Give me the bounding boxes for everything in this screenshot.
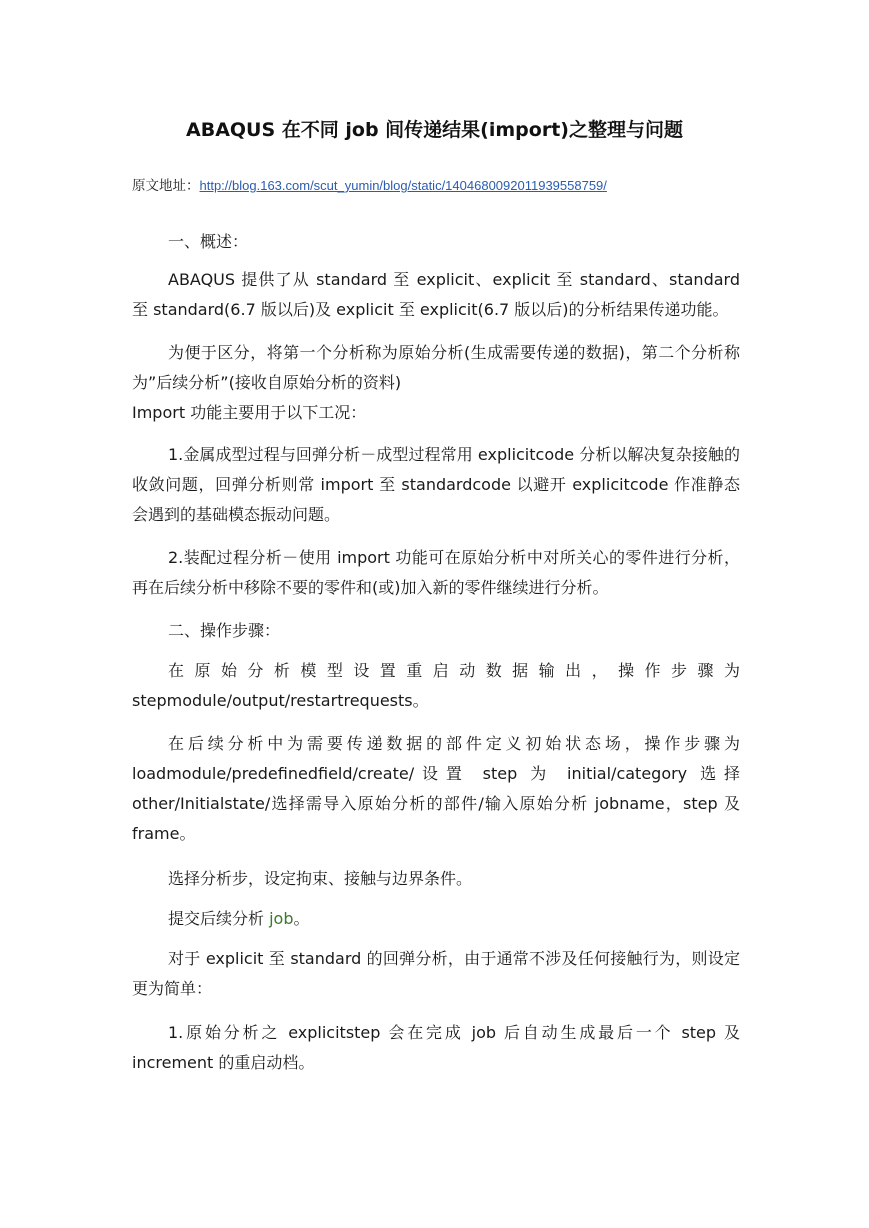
paragraph-5: 2.装配过程分析－使用 import 功能可在原始分析中对所关心的零件进行分析，再在后续分析中移除不要的零件和(或)加入新的零件继续进行分析。 (132, 548, 740, 597)
paragraph-9-prefix: 提交后续分析 (168, 909, 270, 928)
steps-heading: 二、操作步骤： (168, 621, 281, 640)
paragraph-1: ABAQUS 提供了从 standard 至 explicit、explicit 至 standard、standard 至 standard(6.7 版以后)及 explicit 至 explicit(6.7 版以后)的分析结果传递功能。 (132, 270, 740, 319)
paragraph-4: 1.金属成型过程与回弹分析－成型过程常用 explicitcode 分析以解决复杂接触的收敛问题，回弹分析则常 import 至 standardcode 以避开 explicitcode 作准静态会遇到的基础模态振动问题。 (132, 445, 740, 524)
source-link[interactable]: http://blog.163.com/scut_yumin/blog/static/140468009201193955​8759/ (199, 178, 607, 193)
paragraph-6: 在原始分析模型设置重启动数据输出，操作步骤为 stepmodule/output/restartrequests。 (132, 661, 740, 710)
paragraph-8: 选择分析步，设定拘束、接触与边界条件。 (168, 869, 473, 888)
paragraph-3: Import 功能主要用于以下工况： (132, 403, 367, 422)
document-title: ABAQUS 在不同 job 间传递结果(import)之整理与问题 (186, 119, 683, 141)
paragraph-9-job: job (269, 909, 294, 928)
source-label: 原文地址： (132, 178, 200, 194)
overview-heading: 一、概述： (168, 232, 249, 251)
source-line (132, 176, 607, 196)
paragraph-2: 为便于区分，将第一个分析称为原始分析(生成需要传递的数据)，第二个分析称为”后续分析”(接收自原始分析的资料) (132, 343, 740, 392)
paragraph-7: 在后续分析中为需要传递数据的部件定义初始状态场，操作步骤为 loadmodule/predefinedfield/create/设置 step 为 initial/category 选择 other/Initialstate/选择需导入原始分析的部件/输入原始分析 jobname，step 及 frame。 (132, 734, 740, 843)
paragraph-11: 1.原始分析之 explicitstep 会在完成 job 后自动生成最后一个 step 及 increment 的重启动档。 (132, 1023, 740, 1072)
paragraph-10: 对于 explicit 至 standard 的回弹分析，由于通常不涉及任何接触行为，则设定更为简单： (132, 949, 740, 998)
paragraph-9-suffix: 。 (293, 909, 310, 928)
paragraph-9 (132, 904, 740, 934)
